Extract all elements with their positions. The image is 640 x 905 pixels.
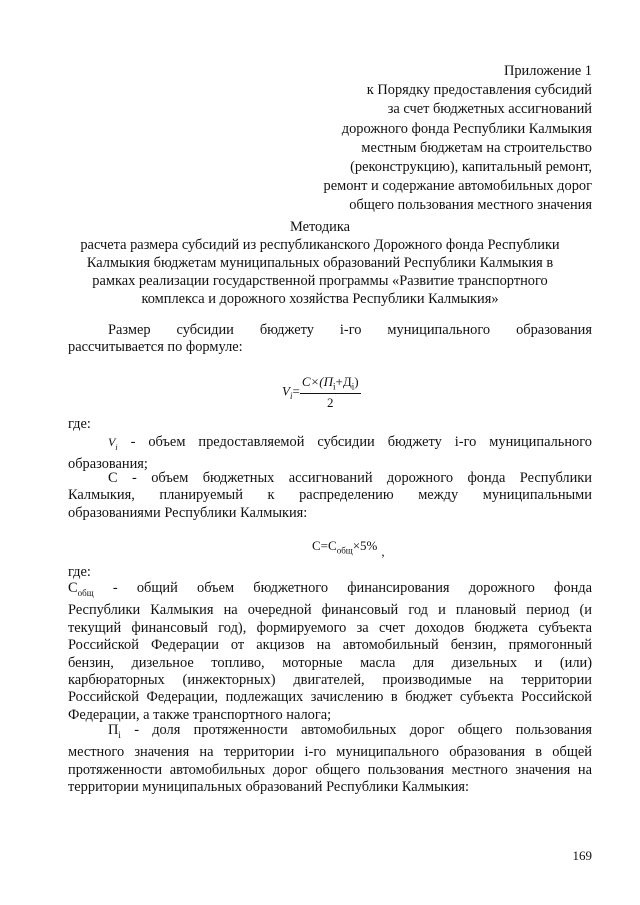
- symbol-v-sub: i: [115, 442, 118, 452]
- appendix-line: общего пользования местного значения: [349, 197, 592, 214]
- title-line: расчета размера субсидий из республиканского Дорожного фонда Республики: [80, 237, 560, 253]
- numerator-plus: +Д: [335, 374, 352, 389]
- title-line: комплекса и дорожного хозяйства Республики Калмыкия»: [141, 291, 499, 307]
- def-cobsh-line: текущий финансовый год), формируемого за счет доходов бюджета субъекта: [68, 619, 592, 636]
- intro-paragraph: [68, 322, 592, 357]
- where-label-2: [68, 564, 592, 581]
- symbol-c: C: [68, 580, 78, 596]
- definition-p: [68, 722, 592, 797]
- where-label: [68, 416, 592, 433]
- where-text: где:: [68, 564, 91, 580]
- page-number: 169: [572, 848, 592, 863]
- def-c-line: образованиями Республики Калмыкия:: [68, 504, 308, 521]
- appendix-line: за счет бюджетных ассигнований: [387, 101, 592, 118]
- def-p-line: протяженности автомобильных дорог общего пользования местного значения на: [68, 761, 592, 778]
- def-cobsh-text: - общий объем бюджетного финансирования дорожного фонда: [112, 580, 592, 596]
- formula-c: [312, 538, 385, 559]
- formula-c-text: C=C: [312, 538, 337, 553]
- formula-numerator: [300, 374, 361, 394]
- def-cobsh-line: Российской Федерации, подлежащих зачислению в бюджет субъекта Российской: [68, 689, 592, 706]
- def-p-line: местного значения на территории i-го муниципального образования в общей: [68, 744, 592, 761]
- appendix-line: Приложение 1: [503, 63, 592, 79]
- appendix-line: к Порядку предоставления субсидий: [366, 82, 592, 99]
- intro-line: Размер субсидии бюджету i-го муниципального образования: [108, 322, 592, 338]
- symbol-c-sub: общ: [77, 587, 94, 598]
- def-p-line: территории муниципальных образований Республики Калмыкия:: [68, 779, 470, 796]
- def-v-text: - объем предоставляемой субсидии бюджету i-го муниципального: [130, 434, 592, 450]
- def-c-line: Калмыкия, планируемый к распределению между муниципальными: [68, 487, 592, 504]
- numerator-sub: i: [332, 381, 336, 392]
- symbol-p-sub: i: [118, 729, 121, 740]
- formula-subsidy: [282, 374, 361, 411]
- numerator-text: C×(П: [301, 374, 333, 389]
- definition-c-total: [68, 580, 592, 724]
- def-cobsh-line: бензин, дизельное топливо, моторные масла для дизельных и (или): [68, 654, 592, 671]
- title-line: Калмыкия бюджетам муниципальных образований Республики Калмыкия в: [86, 255, 554, 271]
- def-cobsh-line: Российской Федерации от акцизов на автомобильный бензин, прямогонный: [68, 637, 592, 654]
- def-c-line: С - объем бюджетных ассигнований дорожного фонда Республики: [108, 470, 592, 486]
- def-cobsh-line: карбюраторных (инжекторных) двигателей, производимые на территории: [68, 671, 592, 688]
- formula-c-rest: ×5%: [352, 538, 378, 553]
- title-line: рамках реализации государственной программы «Развитие транспортного: [92, 273, 548, 289]
- definition-v: [68, 434, 592, 474]
- title-heading: Методика: [289, 219, 351, 235]
- numerator-sub: i: [351, 381, 355, 392]
- def-v-line2: образования;: [68, 456, 148, 473]
- appendix-line: ремонт и содержание автомобильных дорог: [323, 178, 592, 195]
- where-text: где:: [68, 416, 91, 432]
- def-cobsh-line: Республики Калмыкия на очередной финансовый год и плановый период (и: [68, 602, 592, 619]
- def-cobsh-line1: [68, 580, 592, 602]
- formula-equals: =: [292, 383, 300, 399]
- def-p-text: - доля протяженности автомобильных дорог общего пользования: [134, 722, 592, 738]
- appendix-line: дорожного фонда Республики Калмыкия: [341, 120, 592, 137]
- appendix-line: местным бюджетам на строительство: [361, 139, 592, 156]
- formula-lhs: V: [282, 383, 290, 399]
- formula-denominator: 2: [326, 394, 334, 410]
- def-p-line1: [68, 722, 592, 744]
- formula-lhs-sub: i: [289, 390, 293, 401]
- intro-line: рассчитывается по формуле:: [68, 339, 243, 356]
- numerator-close: ): [354, 374, 359, 389]
- document-title: [40, 218, 600, 308]
- def-cobsh-line: Федерации, а также транспортного налога;: [68, 706, 332, 723]
- symbol-v: V: [108, 435, 116, 449]
- symbol-p: П: [108, 722, 119, 738]
- appendix-line: (реконструкцию), капитальный ремонт,: [350, 159, 592, 176]
- definition-c: [68, 470, 592, 522]
- formula-c-tail: ,: [381, 544, 385, 559]
- def-v-line1: [68, 434, 592, 456]
- appendix-header: [324, 62, 592, 216]
- formula-fraction: [300, 374, 361, 411]
- formula-c-sub: общ: [336, 545, 353, 556]
